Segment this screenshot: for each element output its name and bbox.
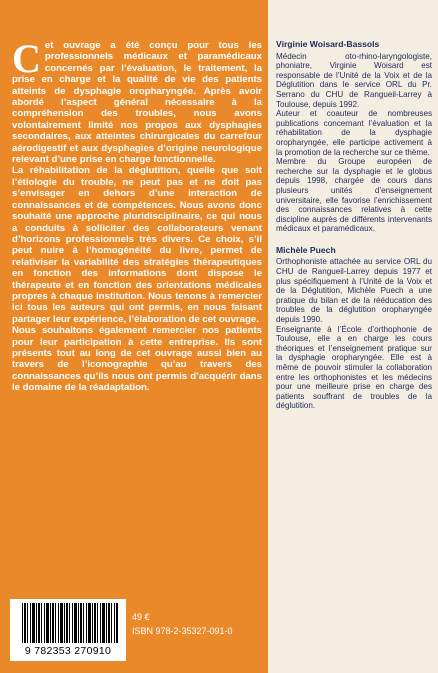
price: 49 € — [132, 612, 150, 622]
author-paragraph: Auteur et coauteur de nombreuses publications concernant l’évaluation et la réhabilitation de la dysphagie oropharyngée, elle participe activement à la promotion de la recherche sur ce thème. — [276, 109, 432, 157]
author-paragraph: Enseignante à l’École d’orthophonie de Toulouse, elle a en charge les cours théoriques et l’enseignement pratique sur la dysphagie oropharyngée. Elle est à même de pouvoir stimuler la collaboration entre les orthophonistes et les médecins pour une meilleure prise en charge des patients souffrant de troubles de la déglutition. — [276, 324, 432, 411]
barcode-digits: 9 782353 270910 — [24, 645, 112, 657]
barcode-box — [10, 599, 126, 661]
author-name: Michèle Puech — [276, 244, 336, 255]
blurb-paragraph-3: Nous souhaitons également remercier nos patients pour leur participation à cette entreprise. Ils sont présents tout au long de cet ouvrage aussi bien au travers de l’iconographie qu’au travers des connaissances qu’ils nous ont permis d’acquérir dans le domaine de la réadaptation. — [12, 325, 262, 394]
author-paragraph: Orthophoniste attachée au service ORL du CHU de Rangueil-Larrey depuis 1977 et plus spécifiquement à l’Unité de la Voix et de la Déglutition, Michèle Puech a une pratique du bilan et de la rééducation des troubles de la déglutition oropharyngée depuis 1990. — [276, 257, 432, 325]
author-name: Virginie Woisard-Bassols — [276, 39, 380, 49]
author-bio — [276, 246, 432, 411]
author-bios — [276, 40, 432, 411]
barcode-icon — [22, 603, 118, 643]
drop-cap: C — [12, 36, 41, 81]
blurb — [12, 36, 262, 394]
blurb-paragraph-1: Cet ouvrage a été conçu pour tous les professionnels médicaux et paramédicaux concernés par l’évaluation, le traitement, la prise en charge et la qualité de vie des patients atteints de dysphagie oropharyngée. Après avoir abordé l’aspect général nécessaire à la compréhension des troubles, nous avons volontairement limité nos propos aux dysphagies secondaires, aux atteintes chirurgicales du carrefour aérodigestif et aux dysphagies d’origine neurologique relevant d’une prise en charge fonctionnelle. — [12, 36, 262, 166]
author-paragraph: Membre du Groupe européen de recherche sur la dysphagie et le globus depuis 1998, chargée de cours dans plusieurs unités d’enseignement universitaire, elle favorise l’enrichissement des connaissances relatives à cette discipline auprès de différents intervenants médicaux et paramédicaux. — [276, 157, 432, 234]
author-paragraph: Médecin oto-rhino-laryngologiste, phoniatre, Virginie Woisard est responsable de l’Unité de la Voix et de la Déglutition dans le service ORL du Pr. Serrano du CHU de Rangueil-Larrey à Toulouse, depuis 1992. — [276, 51, 432, 109]
isbn: ISBN 978-2-35327-091-0 — [132, 626, 233, 636]
author-bio — [276, 40, 432, 234]
blurb-paragraph-2: La réhabilitation de la déglutition, quelle que soit l’étiologie du trouble, ne peut pas et ne doit pas s’envisager en dehors d’une interaction de connaissances et de compétences. Nous avons donc souhaité une approche pluridisciplinaire, ce qui nous a conduits à solliciter des collaborateurs venant d’horizons professionnels très divers. Ce choix, s’il peut nuire à l’homogénéité du livre, permet de relativiser la variabilité des stratégies thérapeutiques en fonction des informations dont dispose le thérapeute et en fonction des orientations médicales propres à chaque institution. Nous tenons à remercier ici tous les auteurs qui ont permis, en nous faisant partager leur expérience, l’élaboration de cet ouvrage. — [12, 165, 262, 325]
